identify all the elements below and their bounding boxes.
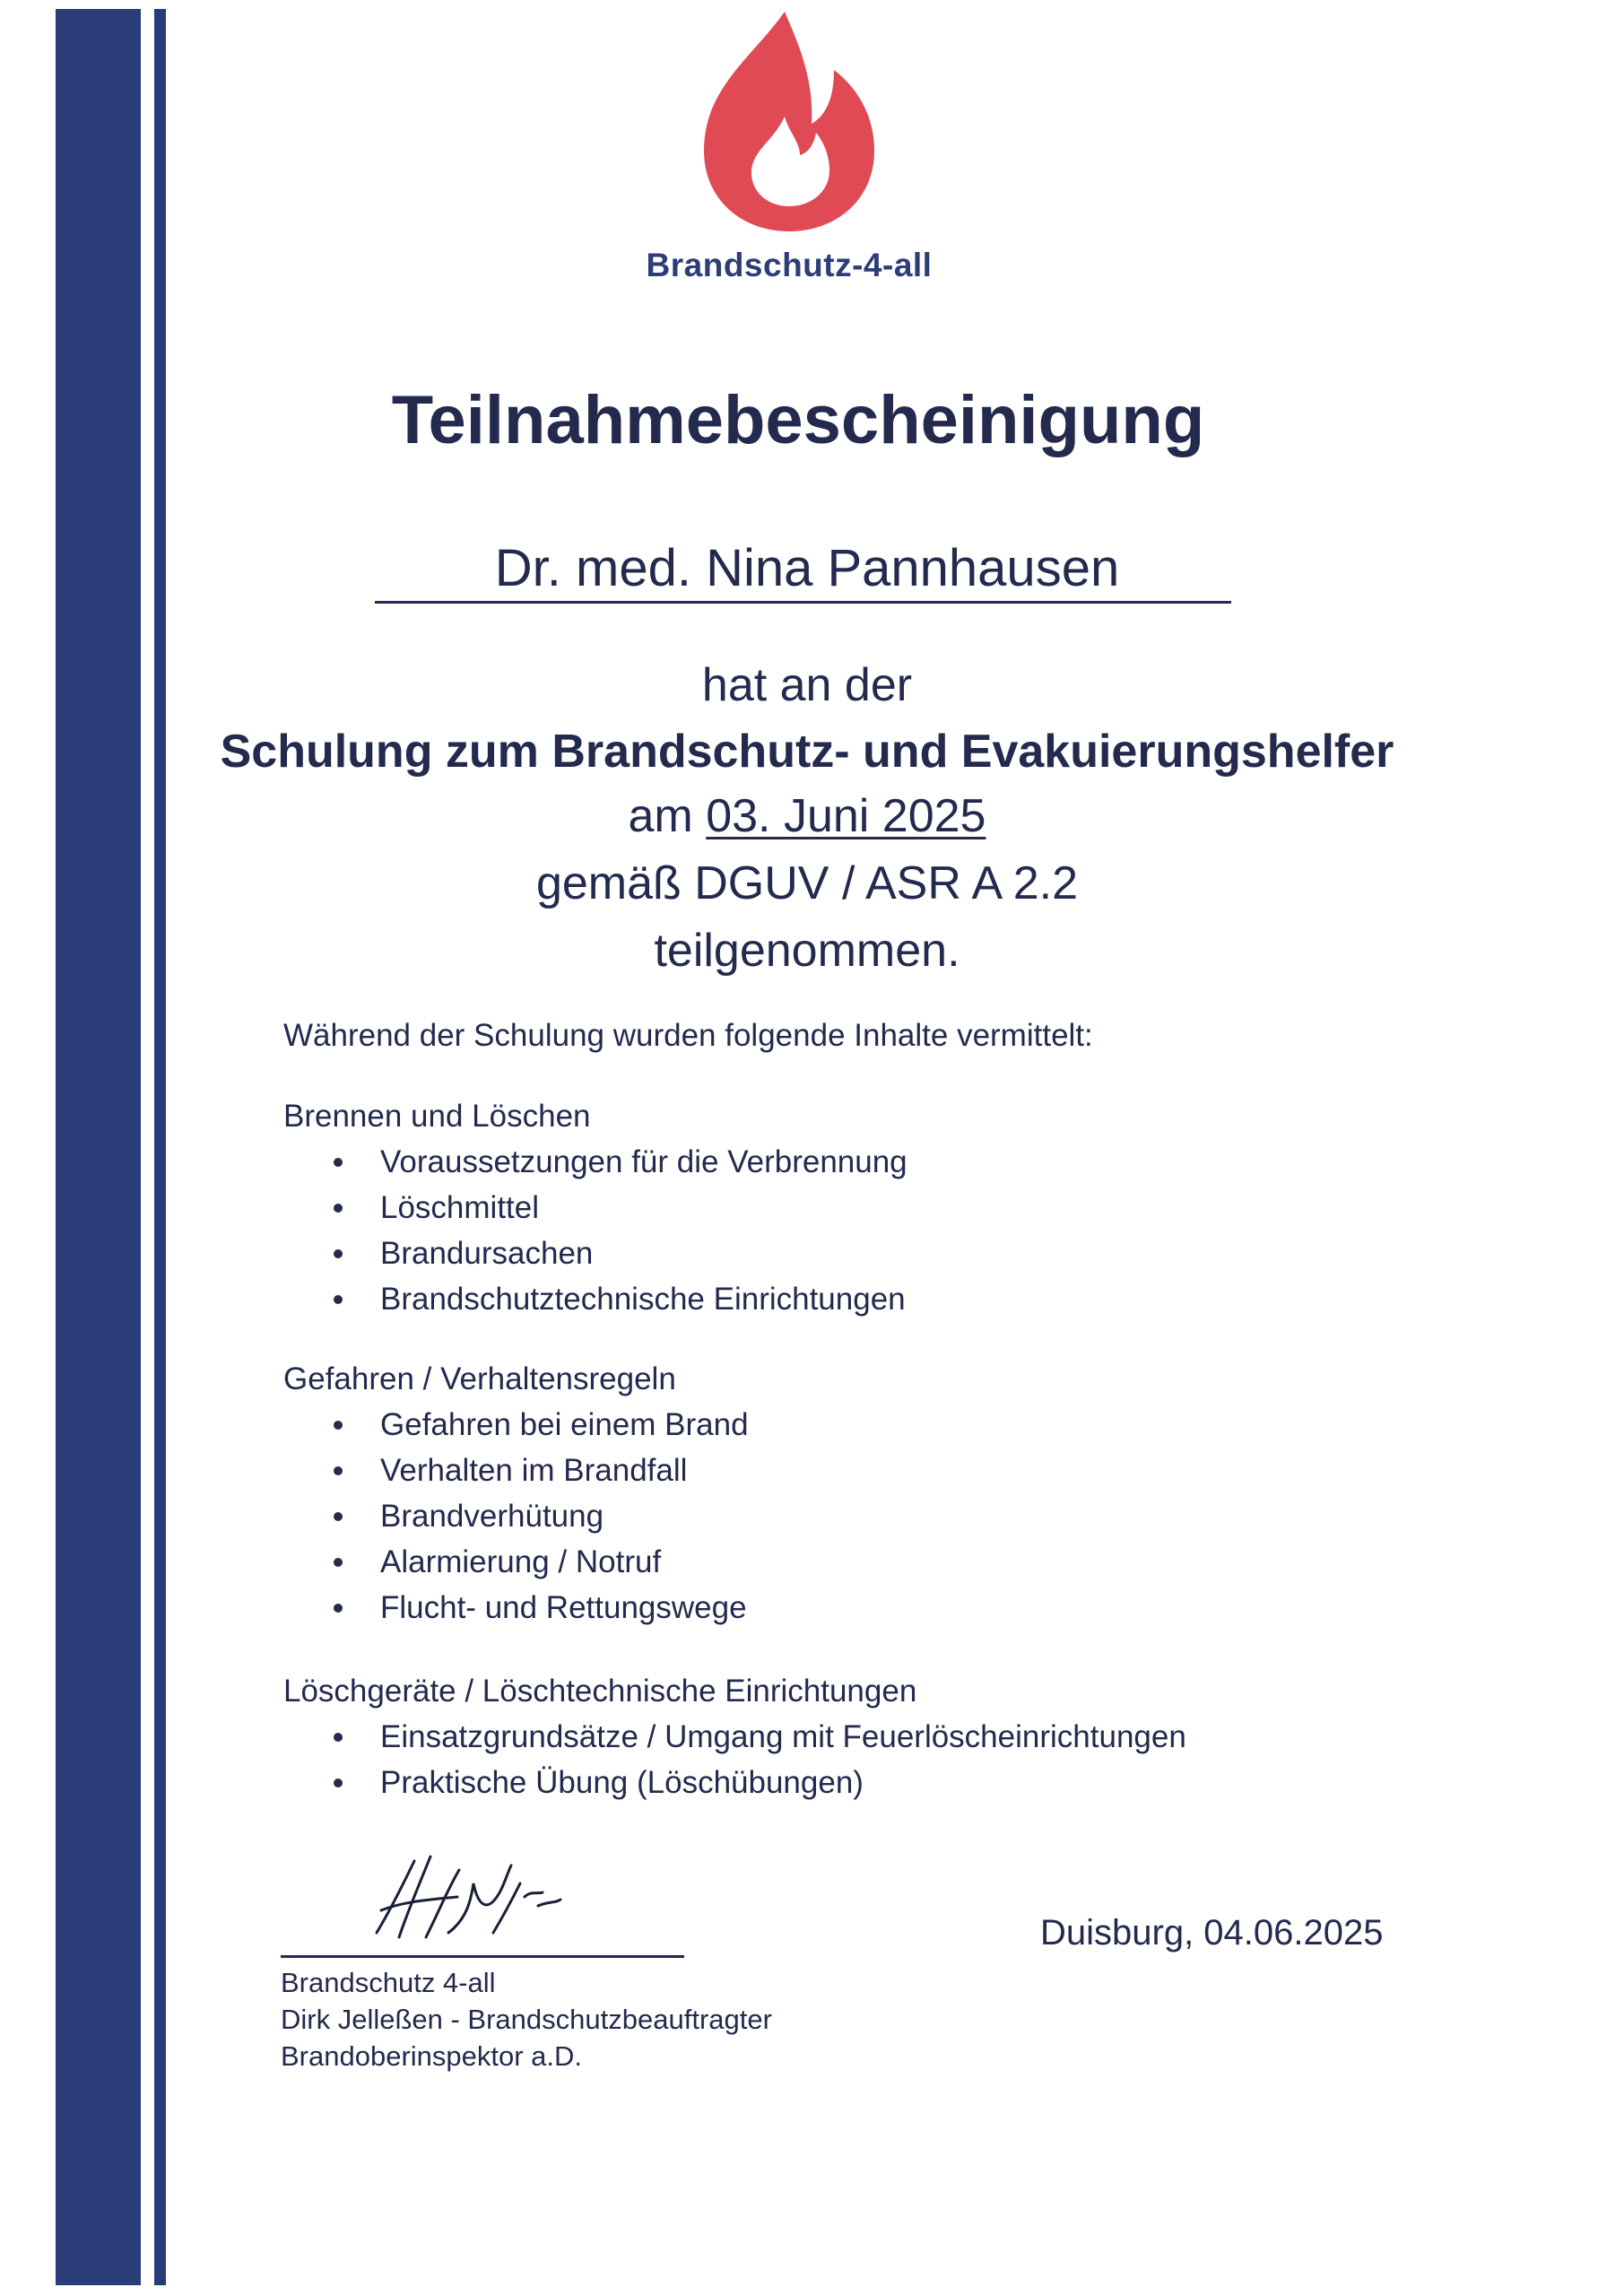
course-date: 03. Juni 2025 [706,790,986,842]
list-item-text: Praktische Übung (Löschübungen) [380,1765,864,1800]
list-item [283,1276,1404,1322]
brand-name: Brandschutz-4-all [646,247,933,283]
bullet-icon [334,1204,343,1213]
issuer-name: Dirk Jelleßen - Brandschutzbeauftragter [281,2004,772,2035]
bullet-icon [334,1421,343,1430]
list-item [283,1493,1404,1539]
list-item [283,1539,1404,1585]
list-item-text: Verhalten im Brandfall [380,1453,688,1488]
issuer-block [281,1964,772,2074]
participant-underline [375,601,1231,604]
bullet-icon [334,1466,343,1475]
list-item-text: Flucht- und Rettungswege [380,1590,747,1625]
list-item [283,1402,1404,1448]
bullet-icon [334,1558,343,1567]
bullet-icon [334,1295,343,1304]
list-item-text: Löschmittel [380,1190,540,1225]
left-border-bar-thin [154,9,166,2285]
list-item [283,1139,1404,1185]
list-item-text: Brandverhütung [380,1499,604,1534]
participant-name: Dr. med. Nina Pannhausen [494,539,1120,597]
list-item [283,1714,1404,1760]
left-border-bar-wide [56,9,141,2285]
closing-text: teilgenommen. [654,925,960,977]
certificate-title: Teilnahmebescheinigung [391,382,1205,458]
list-item [283,1231,1404,1276]
issuer-company: Brandschutz 4-all [281,1967,496,1998]
attendance-text: hat an der [701,659,913,711]
list-item-text: Alarmierung / Notruf [380,1544,662,1579]
list-item-text: Voraussetzungen für die Verbrennung [380,1144,908,1179]
bullet-icon [334,1604,343,1613]
section-title: Löschgeräte / Löschtechnische Einrichtungen [283,1674,917,1709]
flame-icon [699,7,879,236]
list-item [283,1448,1404,1493]
section-title: Gefahren / Verhaltensregeln [283,1361,676,1396]
bullet-icon [334,1158,343,1167]
list-item [283,1585,1404,1631]
list-item-text: Einsatzgrundsätze / Umgang mit Feuerlöscheinrichtungen [380,1719,1186,1754]
section-title: Brennen und Löschen [283,1099,591,1134]
list-item [283,1185,1404,1231]
list-item-text: Brandursachen [380,1236,594,1271]
list-item-text: Gefahren bei einem Brand [380,1407,749,1442]
place-date: Duisburg, 04.06.2025 [1040,1913,1384,1952]
bullet-icon [334,1733,343,1742]
list-item [283,1760,1404,1805]
content-section [283,1356,1404,1631]
list-item-text: Brandschutztechnische Einrichtungen [380,1282,906,1317]
content-section [283,1668,1404,1805]
bullet-icon [334,1779,343,1787]
bullet-icon [334,1249,343,1258]
regulation-text: gemäß DGUV / ASR A 2.2 [535,857,1079,909]
date-prefix: am [628,790,707,842]
issuer-rank: Brandoberinspektor a.D. [281,2040,583,2072]
signature-line [281,1955,684,1958]
signature [359,1848,574,1955]
course-date-line [170,789,1444,843]
content-intro: Während der Schulung wurden folgende Inhalte vermittelt: [283,1018,1093,1053]
bullet-icon [334,1512,343,1521]
course-title: Schulung zum Brandschutz- und Evakuierungshelfer [220,726,1394,778]
content-section [283,1093,1404,1322]
